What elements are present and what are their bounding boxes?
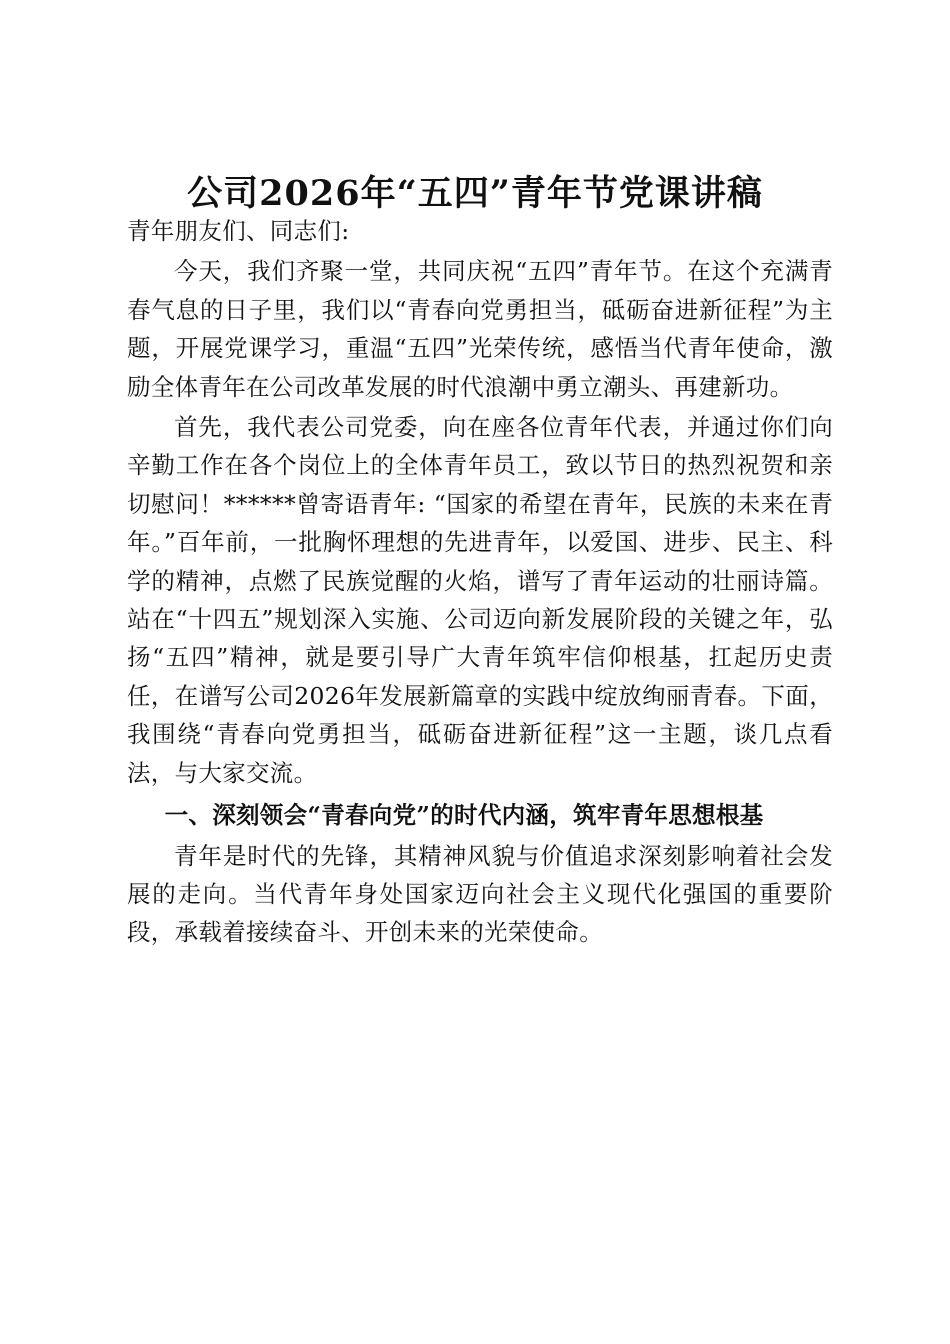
paragraph-intro: 今天，我们齐聚一堂，共同庆祝“五四”青年节。在这个充满青春气息的日子里，我们以“青春向党勇担当，砥砺奋进新征程”为主题，开展党课学习，重温“五四”光荣传统，感悟当代青年使命，激励全体青年在公司改革发展的时代浪潮中勇立潮头、再建新功。 xyxy=(127,257,833,401)
salutation: 青年朋友们、同志们: xyxy=(127,217,350,245)
paragraph-greeting: 首先，我代表公司党委，向在座各位青年代表，并通过你们向辛勤工作在各个岗位上的全体青年员工，致以节日的热烈祝贺和亲切慰问！******曾寄语青年: “国家的希望在青年，民族的未来在青年。”百年前，一批胸怀理想的先进青年，以爱国、进步、民主、科学的精神，点燃了民族觉醒的火焰，谱写了青年运动的壮丽诗篇。站在“十四五”规划深入实施、公司迈向新发展阶段的关键之年，弘扬“五四”精神，就是要引导广大青年筑牢信仰根基，扛起历史责任，在谱写公司2026年发展新篇章的实践中绽放绚丽青春。下面，我围绕“青春向党勇担当，砥砺奋进新征程”这一主题，谈几点看法，与大家交流。 xyxy=(127,413,833,787)
section-heading-1: 一、深刻领会“青春向党”的时代内涵，筑牢青年思想根基 xyxy=(164,801,764,830)
document-title: 公司2026年“五四”青年节党课讲稿 xyxy=(187,173,763,214)
document-body xyxy=(127,212,833,952)
section-1-paragraph: 青年是时代的先锋，其精神风貌与价值追求深刻影响着社会发展的走向。当代青年身处国家迈向社会主义现代化强国的重要阶段，承载着接续奋斗、开创未来的光荣使命。 xyxy=(127,841,833,947)
